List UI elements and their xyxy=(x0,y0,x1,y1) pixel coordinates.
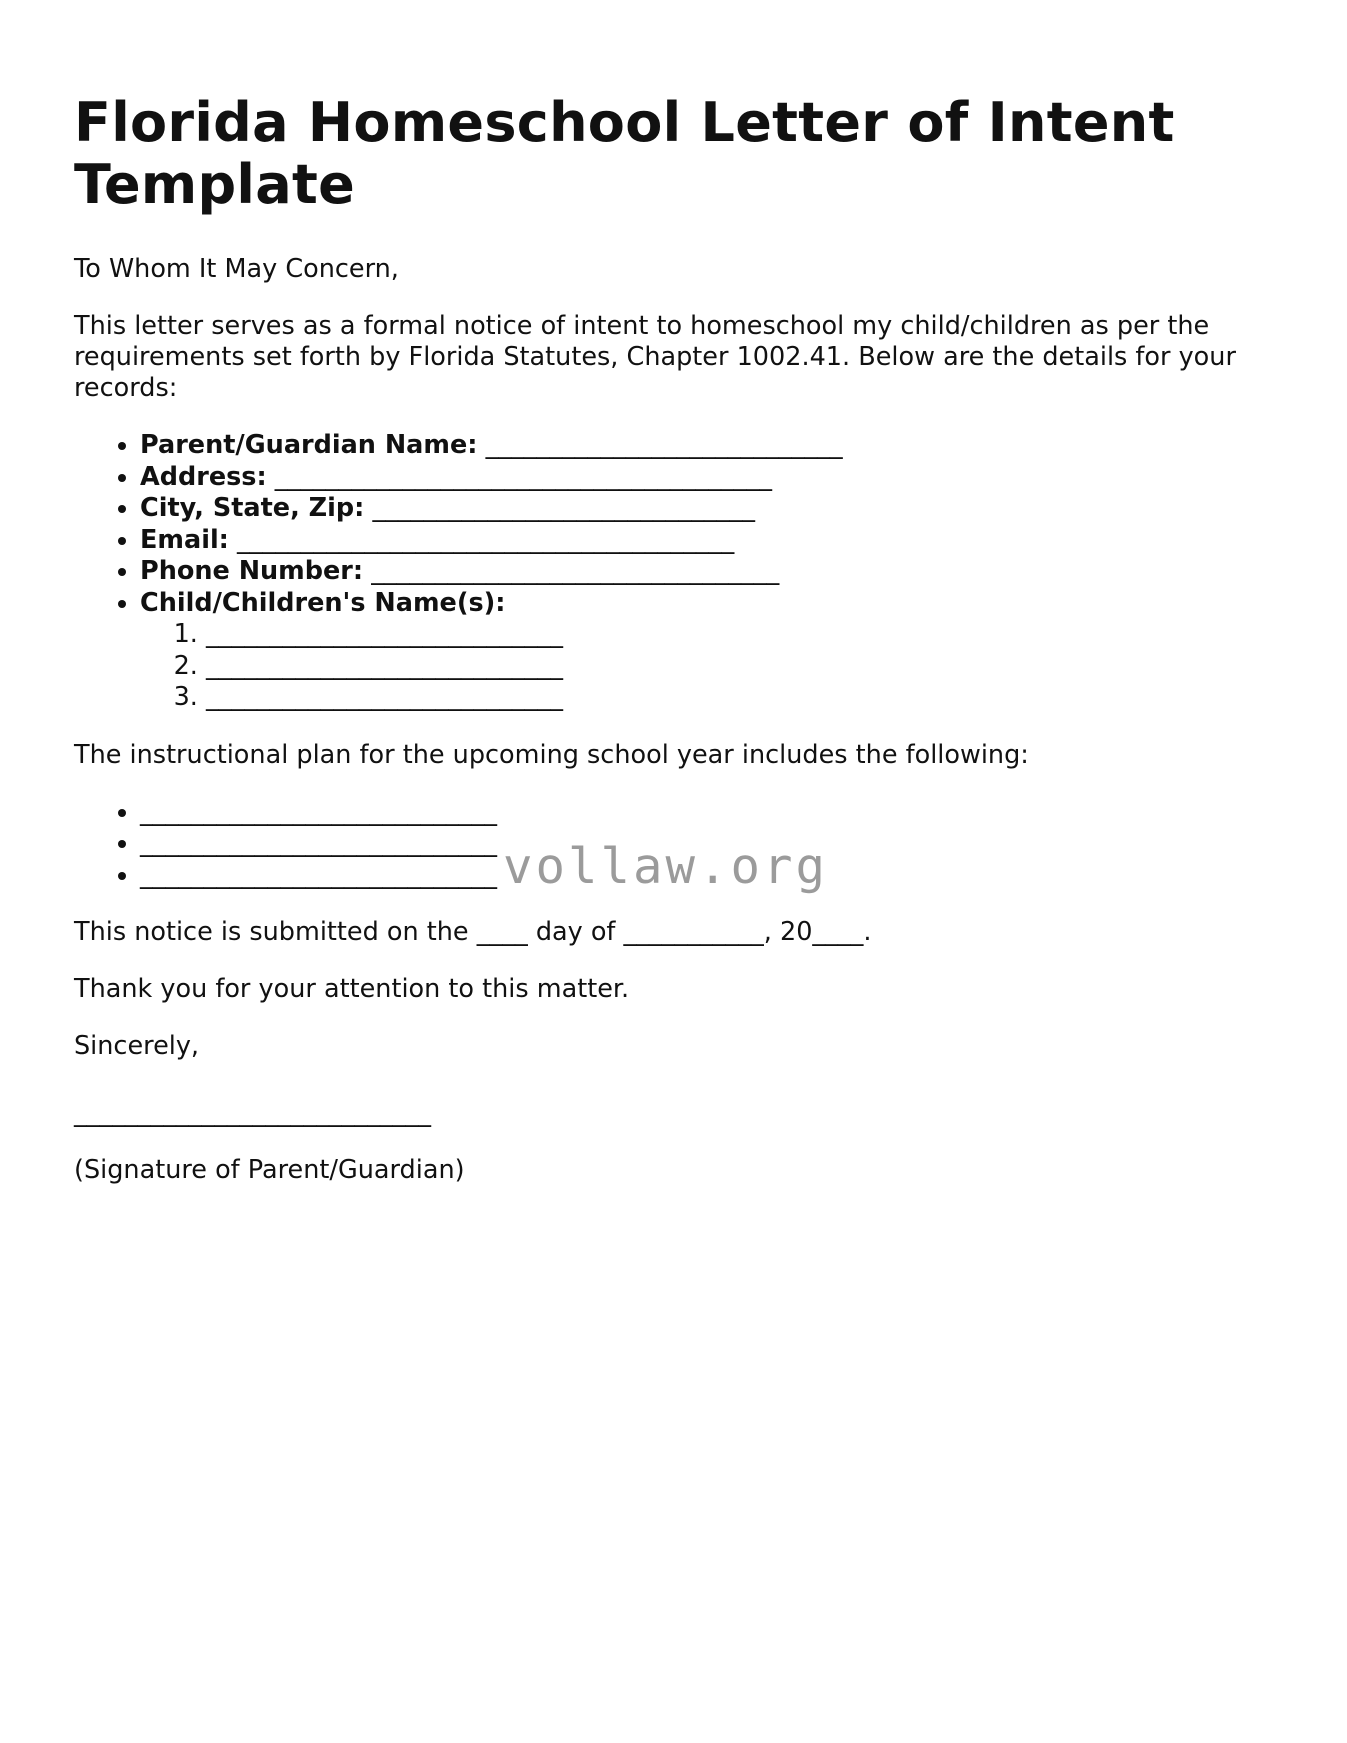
detail-phone xyxy=(140,556,1294,588)
intro-paragraph: This letter serves as a formal notice of intent to homeschool my child/children as per the requirements set forth by Florida Statutes, Chapter 1002.41. Below are the details for your records: xyxy=(74,311,1236,403)
detail-blank: ____________________________ xyxy=(485,430,843,460)
signature-caption: (Signature of Parent/Guardian) xyxy=(74,1155,465,1185)
page-title: Florida Homeschool Letter of Intent Template xyxy=(74,91,1175,216)
children-list xyxy=(140,619,1294,714)
detail-blank: ________________________________ xyxy=(371,556,780,586)
detail-label: Address: xyxy=(140,461,267,492)
detail-label: Phone Number: xyxy=(140,556,364,586)
list-item: 3. ____________________________ xyxy=(206,682,1294,714)
detail-label: City, State, Zip: xyxy=(140,493,365,523)
list-item: 1. ____________________________ xyxy=(206,619,1294,651)
submitted-date-line: This notice is submitted on the ____ day of ___________, 20____. xyxy=(74,917,872,947)
detail-blank: ______________________________ xyxy=(372,493,755,523)
details-list xyxy=(74,430,1294,714)
signature-line: ____________________________ xyxy=(74,1098,431,1128)
detail-label: Parent/Guardian Name: xyxy=(140,430,478,460)
thanks-line: Thank you for your attention to this matter. xyxy=(74,974,630,1004)
detail-blank: _______________________________________ xyxy=(237,524,735,555)
detail-parent-name xyxy=(140,430,1294,462)
detail-address xyxy=(140,462,1294,494)
list-item: • ____________________________ xyxy=(140,797,1294,829)
salutation: To Whom It May Concern, xyxy=(74,254,399,284)
closing: Sincerely, xyxy=(74,1031,200,1061)
detail-city-state-zip xyxy=(140,493,1294,525)
detail-label: Child/Children's Name(s): xyxy=(140,587,506,618)
detail-blank: _______________________________________ xyxy=(274,461,773,492)
list-item: • ____________________________ xyxy=(140,860,1294,892)
detail-email xyxy=(140,525,1294,557)
detail-label: Email: xyxy=(140,524,229,555)
list-item: 2. ____________________________ xyxy=(206,651,1294,683)
list-item: • ____________________________ xyxy=(140,828,1294,860)
detail-children-names xyxy=(140,588,1294,714)
watermark: vollaw.org xyxy=(503,838,829,895)
plan-intro: The instructional plan for the upcoming school year includes the following: xyxy=(74,739,1029,770)
letter-document xyxy=(74,92,1294,1212)
